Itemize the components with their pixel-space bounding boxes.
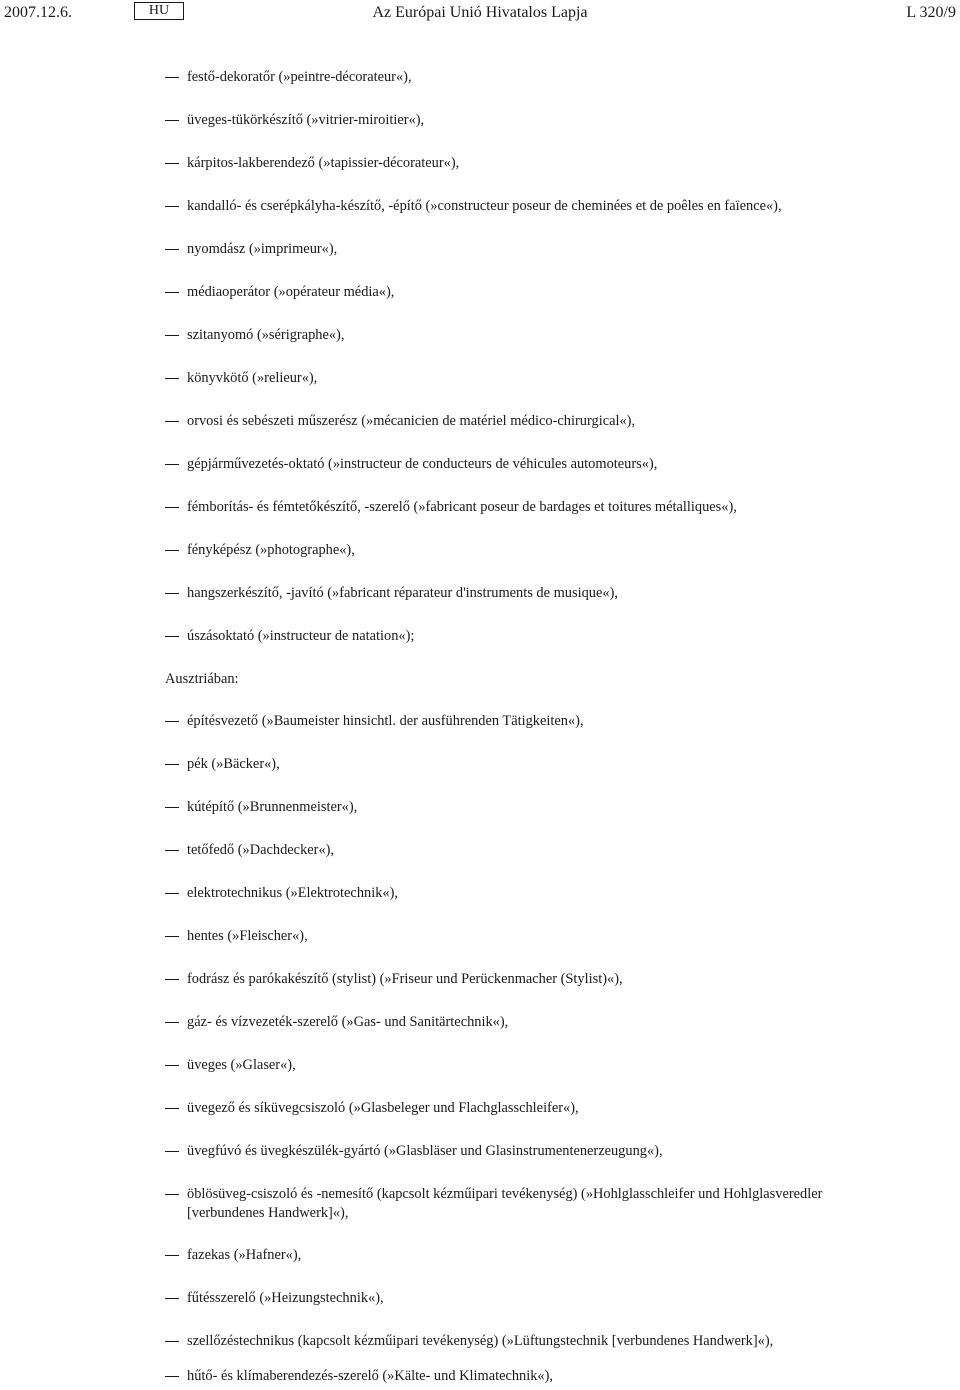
dash-marker <box>165 1065 179 1066</box>
list-item: hangszerkészítő, -javító (»fabricant réparateur d'instruments de musique«), <box>165 584 885 603</box>
list-item: könyvkötő (»relieur«), <box>165 369 885 388</box>
section-heading-austria: Ausztriában: <box>165 671 239 687</box>
list-item: üvegfúvó és üvegkészülék-gyártó (»Glasbläser und Glasinstrumentenerzeugung«), <box>165 1142 885 1161</box>
list-item: tetőfedő (»Dachdecker«), <box>165 841 885 860</box>
dash-marker <box>165 292 179 293</box>
page-number: L 320/9 <box>906 4 956 21</box>
list-item: festő-dekoratőr (»peintre-décorateur«), <box>165 68 885 87</box>
dash-marker <box>165 636 179 637</box>
list-item: orvosi és sebészeti műszerész (»mécanicien de matériel médico-chirurgical«), <box>165 412 885 431</box>
list-item: nyomdász (»imprimeur«), <box>165 240 885 259</box>
dash-marker <box>165 1341 179 1342</box>
dash-marker <box>165 507 179 508</box>
list-item: kútépítő (»Brunnenmeister«), <box>165 798 885 817</box>
page-header <box>0 0 960 26</box>
dash-marker <box>165 163 179 164</box>
list-item: szitanyomó (»sérigraphe«), <box>165 326 885 345</box>
dash-marker <box>165 249 179 250</box>
list-item: fodrász és parókakészítő (stylist) (»Friseur und Perückenmacher (Stylist)«), <box>165 970 885 989</box>
list-item: kandalló- és cserépkályha-készítő, -építő (»constructeur poseur de cheminées et de poêles en faïence«), <box>165 197 885 216</box>
list-item: pék (»Bäcker«), <box>165 755 885 774</box>
dash-marker <box>165 721 179 722</box>
language-badge: HU <box>134 2 184 20</box>
dash-marker <box>165 764 179 765</box>
dash-marker <box>165 206 179 207</box>
publication-date: 2007.12.6. <box>4 4 72 21</box>
dash-marker <box>165 807 179 808</box>
list-item: gépjárművezetés-oktató (»instructeur de conducteurs de véhicules automoteurs«), <box>165 455 885 474</box>
dash-marker <box>165 979 179 980</box>
dash-marker <box>165 1194 179 1195</box>
dash-marker <box>165 378 179 379</box>
list-item: hűtő- és klímaberendezés-szerelő (»Kälte- und Klimatechnik«), <box>165 1367 885 1386</box>
dash-marker <box>165 1151 179 1152</box>
dash-marker <box>165 421 179 422</box>
dash-marker <box>165 335 179 336</box>
dash-marker <box>165 850 179 851</box>
dash-marker <box>165 1298 179 1299</box>
dash-marker <box>165 550 179 551</box>
dash-marker <box>165 120 179 121</box>
dash-marker <box>165 893 179 894</box>
list-item: fűtésszerelő (»Heizungstechnik«), <box>165 1289 885 1308</box>
list-item: fémborítás- és fémtetőkészítő, -szerelő (»fabricant poseur de bardages et toitures métalliques«), <box>165 498 885 517</box>
list-item: hentes (»Fleischer«), <box>165 927 885 946</box>
dash-marker <box>165 1376 179 1377</box>
dash-marker <box>165 1022 179 1023</box>
journal-title: Az Európai Unió Hivatalos Lapja <box>372 4 588 21</box>
list-item: úszásoktató (»instructeur de natation«); <box>165 627 885 646</box>
dash-marker <box>165 464 179 465</box>
dash-marker <box>165 936 179 937</box>
dash-marker <box>165 1108 179 1109</box>
list-item: fényképész (»photographe«), <box>165 541 885 560</box>
list-item: médiaoperátor (»opérateur média«), <box>165 283 885 302</box>
list-item: fazekas (»Hafner«), <box>165 1246 885 1265</box>
dash-marker <box>165 593 179 594</box>
list-item: öblösüveg-csiszoló és -nemesítő (kapcsolt kézműipari tevékenység) (»Hohlglasschleifer und Hohlglasveredler [verbundenes Handwerk]«), <box>165 1185 885 1223</box>
dash-marker <box>165 1255 179 1256</box>
list-item: gáz- és vízvezeték-szerelő (»Gas- und Sanitärtechnik«), <box>165 1013 885 1032</box>
list-item: építésvezető (»Baumeister hinsichtl. der ausführenden Tätigkeiten«), <box>165 712 885 731</box>
list-item: elektrotechnikus (»Elektrotechnik«), <box>165 884 885 903</box>
list-item: üveges-tükörkészítő (»vitrier-miroitier«), <box>165 111 885 130</box>
list-item: üveges (»Glaser«), <box>165 1056 885 1075</box>
list-item: üvegező és síküvegcsiszoló (»Glasbeleger und Flachglasschleifer«), <box>165 1099 885 1118</box>
list-item: kárpitos-lakberendező (»tapissier-décorateur«), <box>165 154 885 173</box>
list-item: szellőzéstechnikus (kapcsolt kézműipari tevékenység) (»Lüftungstechnik [verbundenes Handwerk]«), <box>165 1332 885 1351</box>
dash-marker <box>165 77 179 78</box>
